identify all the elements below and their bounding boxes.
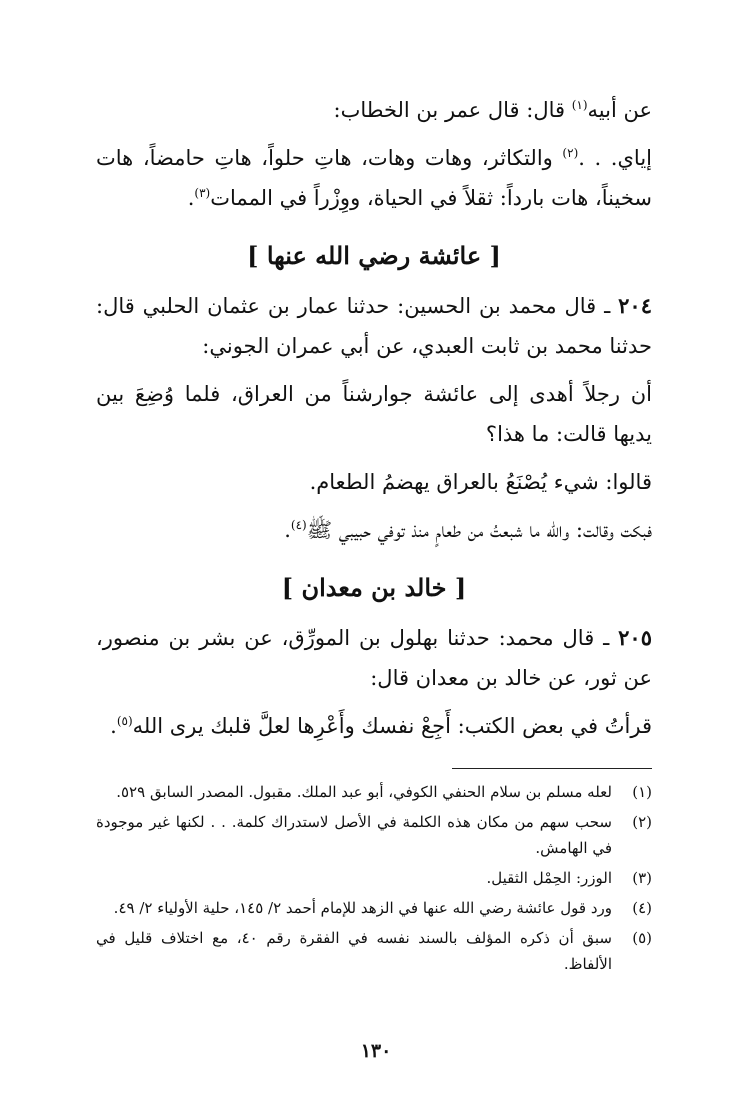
- footnote-ref-2[interactable]: (٢): [562, 146, 579, 160]
- footnote: (١) لعله مسلم بن سلام الحنفي الكوفي، أبو عبد الملك. مقبول. المصدر السابق ٥٢٩.: [116, 783, 652, 801]
- footnote: (٤) ورد قول عائشة رضي الله عنها في الزهد للإمام أحمد ٢/ ١٤٥، حلية الأولياء ٢/ ٤٩.: [113, 899, 652, 917]
- entry-number: ٢٠٤: [618, 293, 652, 318]
- footnote-ref-3[interactable]: (٣): [194, 186, 211, 200]
- entry-204-isnad: ٢٠٤ ـ قال محمد بن الحسين: حدثنا عمار بن عثمان الحلبي قال: حدثنا محمد بن ثابت العبدي، عن أبي عمران الجوني:: [96, 293, 652, 358]
- footnotes: [96, 779, 652, 977]
- footnote-ref-5[interactable]: (٥): [116, 714, 133, 728]
- entry-204-ending: فبكت وقالت: والله ما شبعتُ من طعامٍ منذ توفي حبيبي ﷺ$^{(٤)}$.: [284, 518, 652, 542]
- footnote-ref-1[interactable]: (١): [571, 98, 588, 112]
- entry-205-isnad: ٢٠٥ ـ قال محمد: حدثنا بهلول بن المورِّق، عن بشر بن منصور، عن ثور، عن خالد بن معدان قال:: [96, 625, 652, 690]
- narration-saying: إياي. . .$^{(٢)}$ والتكاثر، وهات وهات، هاتِ حلواً، هاتِ حامضاً، هات سخيناً، هات بارداً: ثقلاً في الحياة، ووِزْراً في الممات$^{(٣)}$.: [96, 146, 652, 210]
- entry-204-matn: أن رجلاً أهدى إلى عائشة جوارشناً من العراق، فلما وُضِعَ بين يديها قالت: ما هذا؟: [96, 382, 652, 446]
- page-number: ١٣٠: [360, 1040, 392, 1062]
- entry-205-matn: قرأتُ في بعض الكتب: أَجِعْ نفسك وأَعْرِها لعلَّ قلبك يرى الله$^{(٥)}$.: [110, 714, 652, 738]
- footnote: (٥) سبق أن ذكره المؤلف بالسند نفسه في الفقرة رقم ٤٠، مع اختلاف قليل في الألفاظ.: [96, 929, 652, 973]
- entry-204-reply: قالوا: شيء يُصْنَعُ بالعراق يهضمُ الطعام.: [309, 470, 652, 494]
- section-heading-aisha: [ عائشة رضي الله عنها ]: [247, 241, 501, 270]
- footnote-divider: [452, 768, 652, 769]
- footnote: (٢) سحب سهم من مكان هذه الكلمة في الأصل لاستدراك كلمة. . . لكنها غير موجودة في الهامش.: [96, 813, 652, 857]
- section-heading-khalid: [ خالد بن معدان ]: [281, 573, 467, 602]
- narration-intro: عن أبيه$^{(١)}$ قال: قال عمر بن الخطاب:: [333, 98, 652, 122]
- footnote: (٣) الوزر: الحِمْل الثقيل.: [486, 869, 652, 887]
- entry-number: ٢٠٥: [618, 625, 652, 650]
- footnote-ref-4[interactable]: (٤): [290, 518, 307, 532]
